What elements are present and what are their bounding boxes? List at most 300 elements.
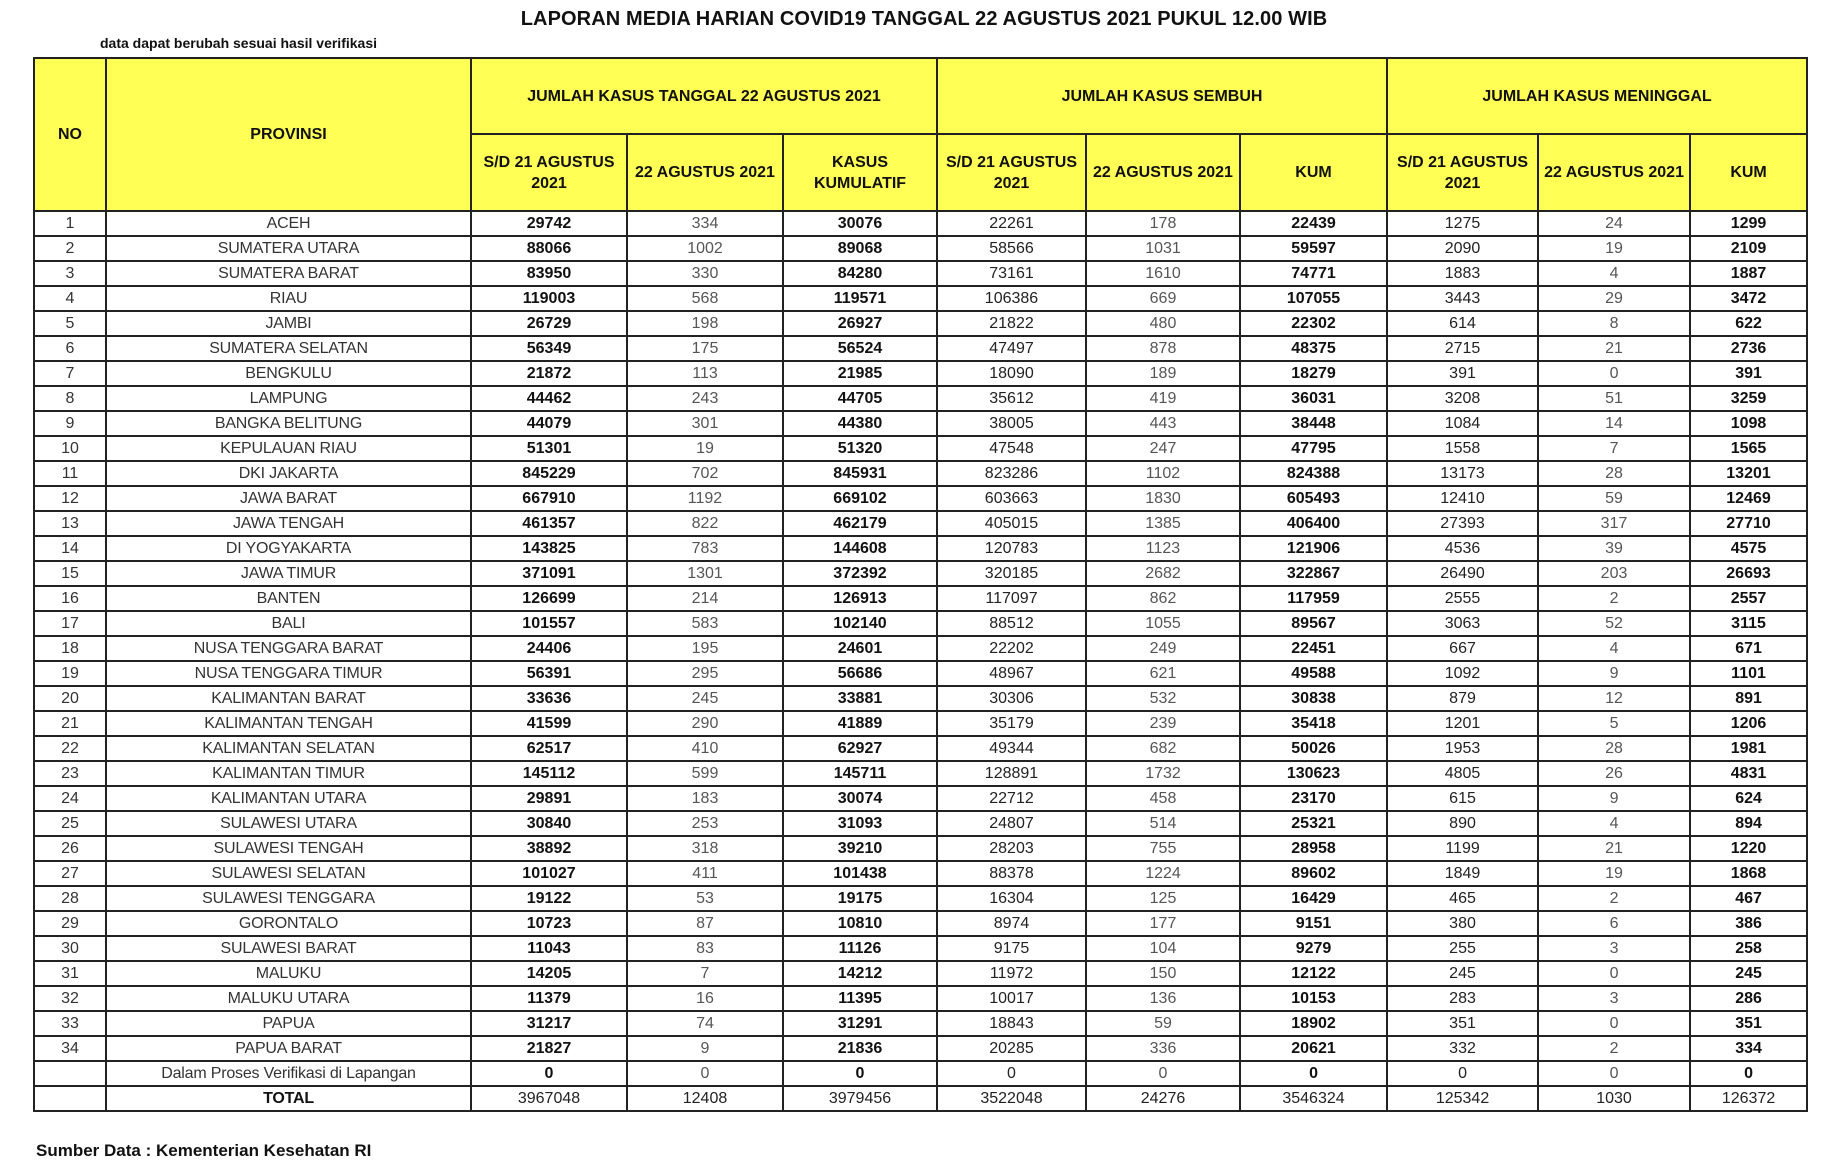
cell-value: 18843 [937, 1011, 1086, 1036]
cell-value: 3 [1538, 936, 1690, 961]
cell-provinsi: JAWA TENGAH [106, 511, 471, 536]
cell-provinsi: MALUKU UTARA [106, 986, 471, 1011]
cell-provinsi: TOTAL [106, 1086, 471, 1111]
cell-no: 17 [34, 611, 106, 636]
cell-value: 21836 [783, 1036, 937, 1061]
cell-value: 38005 [937, 411, 1086, 436]
cell-value: 47497 [937, 336, 1086, 361]
cell-value: 22712 [937, 786, 1086, 811]
cell-value: 9 [1538, 661, 1690, 686]
table-row-total [34, 1086, 1807, 1111]
cell-value: 8974 [937, 911, 1086, 936]
cell-value: 3443 [1387, 286, 1538, 311]
cell-value: 1301 [627, 561, 783, 586]
cell-value: 74 [627, 1011, 783, 1036]
cell-value: 18279 [1240, 361, 1387, 386]
cell-no: 26 [34, 836, 106, 861]
cell-value: 4575 [1690, 536, 1807, 561]
cell-value: 19 [1538, 861, 1690, 886]
cell-value: 1201 [1387, 711, 1538, 736]
cell-value: 28 [1538, 461, 1690, 486]
cell-value: 4536 [1387, 536, 1538, 561]
cell-value: 30306 [937, 686, 1086, 711]
cell-provinsi: KALIMANTAN SELATAN [106, 736, 471, 761]
cell-value: 120783 [937, 536, 1086, 561]
cell-value: 29742 [471, 211, 627, 236]
cell-value: 44462 [471, 386, 627, 411]
cell-value: 351 [1387, 1011, 1538, 1036]
cell-value: 12408 [627, 1086, 783, 1111]
cell-no: 20 [34, 686, 106, 711]
cell-value: 107055 [1240, 286, 1387, 311]
cell-value: 214 [627, 586, 783, 611]
cell-value: 330 [627, 261, 783, 286]
cell-value: 0 [1538, 961, 1690, 986]
cell-provinsi: SULAWESI TENGGARA [106, 886, 471, 911]
cell-no: 28 [34, 886, 106, 911]
table-row [34, 486, 1807, 511]
table-row [34, 1061, 1807, 1086]
cell-value: 89567 [1240, 611, 1387, 636]
cell-value: 21 [1538, 336, 1690, 361]
table-row [34, 436, 1807, 461]
cell-value: 59 [1538, 486, 1690, 511]
header-meninggal-kum: KUM [1690, 134, 1807, 211]
table-row [34, 386, 1807, 411]
table-header [34, 58, 1807, 211]
cell-provinsi: SULAWESI BARAT [106, 936, 471, 961]
cell-value: 51320 [783, 436, 937, 461]
cell-value: 24406 [471, 636, 627, 661]
header-group-meninggal: JUMLAH KASUS MENINGGAL [1387, 58, 1807, 134]
cell-value: 1199 [1387, 836, 1538, 861]
cell-no: 27 [34, 861, 106, 886]
cell-value: 41889 [783, 711, 937, 736]
cell-value: 16429 [1240, 886, 1387, 911]
header-provinsi: PROVINSI [106, 58, 471, 211]
cell-value: 624 [1690, 786, 1807, 811]
header-kasus-22: 22 AGUSTUS 2021 [627, 134, 783, 211]
cell-value: 101557 [471, 611, 627, 636]
cell-value: 31217 [471, 1011, 627, 1036]
table-row [34, 361, 1807, 386]
table-row [34, 1036, 1807, 1061]
cell-value: 136 [1086, 986, 1240, 1011]
cell-value: 21822 [937, 311, 1086, 336]
cell-value: 2109 [1690, 236, 1807, 261]
cell-value: 253 [627, 811, 783, 836]
cell-value: 125 [1086, 886, 1240, 911]
cell-value: 532 [1086, 686, 1240, 711]
cell-value: 3522048 [937, 1086, 1086, 1111]
cell-value: 58566 [937, 236, 1086, 261]
cell-value: 245 [1690, 961, 1807, 986]
cell-provinsi: ACEH [106, 211, 471, 236]
cell-value: 38448 [1240, 411, 1387, 436]
table-row [34, 636, 1807, 661]
cell-value: 35179 [937, 711, 1086, 736]
cell-value: 104 [1086, 936, 1240, 961]
cell-value: 682 [1086, 736, 1240, 761]
table-row [34, 211, 1807, 236]
cell-value: 22439 [1240, 211, 1387, 236]
cell-value: 1224 [1086, 861, 1240, 886]
cell-value: 41599 [471, 711, 627, 736]
cell-value: 47548 [937, 436, 1086, 461]
cell-value: 890 [1387, 811, 1538, 836]
cell-value: 0 [471, 1061, 627, 1086]
cell-value: 391 [1690, 361, 1807, 386]
table-row [34, 761, 1807, 786]
header-kasus-sd21: S/D 21 AGUSTUS 2021 [471, 134, 627, 211]
cell-value: 410 [627, 736, 783, 761]
cell-value: 113 [627, 361, 783, 386]
cell-value: 145711 [783, 761, 937, 786]
cell-value: 52 [1538, 611, 1690, 636]
cell-value: 4 [1538, 261, 1690, 286]
cell-value: 11395 [783, 986, 937, 1011]
cell-value: 11043 [471, 936, 627, 961]
cell-no: 9 [34, 411, 106, 436]
cell-value: 83950 [471, 261, 627, 286]
cell-value: 1084 [1387, 411, 1538, 436]
table-row [34, 511, 1807, 536]
cell-value: 10810 [783, 911, 937, 936]
cell-value: 1002 [627, 236, 783, 261]
cell-value: 667910 [471, 486, 627, 511]
cell-value: 56524 [783, 336, 937, 361]
table-row [34, 686, 1807, 711]
cell-value: 1102 [1086, 461, 1240, 486]
cell-value: 13201 [1690, 461, 1807, 486]
cell-value: 27393 [1387, 511, 1538, 536]
table-row [34, 986, 1807, 1011]
cell-value: 845229 [471, 461, 627, 486]
cell-value: 245 [1387, 961, 1538, 986]
cell-value: 29891 [471, 786, 627, 811]
cell-value: 83 [627, 936, 783, 961]
cell-value: 334 [627, 211, 783, 236]
cell-value: 121906 [1240, 536, 1387, 561]
cell-value: 102140 [783, 611, 937, 636]
cell-value: 1830 [1086, 486, 1240, 511]
cell-value: 126372 [1690, 1086, 1807, 1111]
cell-value: 0 [1538, 1011, 1690, 1036]
cell-value: 2090 [1387, 236, 1538, 261]
cell-value: 53 [627, 886, 783, 911]
cell-value: 0 [1538, 361, 1690, 386]
cell-value: 50026 [1240, 736, 1387, 761]
cell-no: 16 [34, 586, 106, 611]
cell-value: 49344 [937, 736, 1086, 761]
cell-value: 10017 [937, 986, 1086, 1011]
cell-value: 26927 [783, 311, 937, 336]
cell-no: 22 [34, 736, 106, 761]
cell-value: 8 [1538, 311, 1690, 336]
cell-value: 44380 [783, 411, 937, 436]
cell-value: 1220 [1690, 836, 1807, 861]
cell-value: 669 [1086, 286, 1240, 311]
table-row [34, 536, 1807, 561]
cell-value: 27710 [1690, 511, 1807, 536]
cell-value: 334 [1690, 1036, 1807, 1061]
cell-no: 32 [34, 986, 106, 1011]
table-row [34, 936, 1807, 961]
header-kasus-kumulatif: KASUS KUMULATIF [783, 134, 937, 211]
cell-value: 22302 [1240, 311, 1387, 336]
cell-value: 14205 [471, 961, 627, 986]
cell-value: 1849 [1387, 861, 1538, 886]
cell-value: 19 [627, 436, 783, 461]
cell-value: 4 [1538, 636, 1690, 661]
cell-no: 15 [34, 561, 106, 586]
cell-value: 239 [1086, 711, 1240, 736]
cell-value: 56686 [783, 661, 937, 686]
cell-value: 245 [627, 686, 783, 711]
cell-value: 26693 [1690, 561, 1807, 586]
cell-value: 671 [1690, 636, 1807, 661]
cell-value: 12 [1538, 686, 1690, 711]
cell-value: 28203 [937, 836, 1086, 861]
cell-value: 128891 [937, 761, 1086, 786]
cell-no: 13 [34, 511, 106, 536]
cell-value: 49588 [1240, 661, 1387, 686]
cell-value: 1101 [1690, 661, 1807, 686]
cell-value: 621 [1086, 661, 1240, 686]
cell-value: 465 [1387, 886, 1538, 911]
cell-no [34, 1061, 106, 1086]
cell-provinsi: KALIMANTAN BARAT [106, 686, 471, 711]
cell-value: 878 [1086, 336, 1240, 361]
cell-value: 1953 [1387, 736, 1538, 761]
cell-value: 106386 [937, 286, 1086, 311]
cell-value: 667 [1387, 636, 1538, 661]
table-row [34, 286, 1807, 311]
cell-value: 143825 [471, 536, 627, 561]
cell-value: 3259 [1690, 386, 1807, 411]
cell-value: 702 [627, 461, 783, 486]
cell-value: 247 [1086, 436, 1240, 461]
cell-value: 30076 [783, 211, 937, 236]
cell-no: 7 [34, 361, 106, 386]
cell-value: 0 [783, 1061, 937, 1086]
cell-value: 51301 [471, 436, 627, 461]
cell-value: 2 [1538, 586, 1690, 611]
cell-provinsi: JAMBI [106, 311, 471, 336]
cell-value: 14212 [783, 961, 937, 986]
table-row [34, 236, 1807, 261]
cell-value: 286 [1690, 986, 1807, 1011]
cell-value: 22451 [1240, 636, 1387, 661]
cell-value: 443 [1086, 411, 1240, 436]
cell-value: 18090 [937, 361, 1086, 386]
cell-value: 1565 [1690, 436, 1807, 461]
cell-value: 195 [627, 636, 783, 661]
cell-value: 1206 [1690, 711, 1807, 736]
cell-value: 6 [1538, 911, 1690, 936]
cell-no: 34 [34, 1036, 106, 1061]
cell-value: 33636 [471, 686, 627, 711]
cell-value: 2715 [1387, 336, 1538, 361]
cell-value: 88066 [471, 236, 627, 261]
cell-value: 380 [1387, 911, 1538, 936]
cell-provinsi: SUMATERA BARAT [106, 261, 471, 286]
cell-value: 126913 [783, 586, 937, 611]
cell-value: 406400 [1240, 511, 1387, 536]
cell-value: 0 [1690, 1061, 1807, 1086]
cell-no: 30 [34, 936, 106, 961]
cell-value: 411 [627, 861, 783, 886]
cell-value: 44079 [471, 411, 627, 436]
cell-provinsi: KALIMANTAN UTARA [106, 786, 471, 811]
cell-value: 33881 [783, 686, 937, 711]
cell-value: 19122 [471, 886, 627, 911]
cell-value: 28958 [1240, 836, 1387, 861]
cell-value: 24276 [1086, 1086, 1240, 1111]
cell-value: 9 [627, 1036, 783, 1061]
cell-provinsi: BALI [106, 611, 471, 636]
cell-value: 19175 [783, 886, 937, 911]
cell-value: 119571 [783, 286, 937, 311]
cell-value: 22202 [937, 636, 1086, 661]
table-row [34, 311, 1807, 336]
table-row [34, 886, 1807, 911]
cell-value: 36031 [1240, 386, 1387, 411]
cell-value: 51 [1538, 386, 1690, 411]
cell-value: 101027 [471, 861, 627, 886]
table-row [34, 961, 1807, 986]
cell-value: 119003 [471, 286, 627, 311]
table-row [34, 561, 1807, 586]
cell-value: 480 [1086, 311, 1240, 336]
cell-value: 614 [1387, 311, 1538, 336]
cell-value: 1030 [1538, 1086, 1690, 1111]
cell-value: 84280 [783, 261, 937, 286]
cell-value: 31093 [783, 811, 937, 836]
table-row [34, 661, 1807, 686]
cell-value: 1123 [1086, 536, 1240, 561]
cell-provinsi: DKI JAKARTA [106, 461, 471, 486]
cell-no: 12 [34, 486, 106, 511]
header-sembuh-22: 22 AGUSTUS 2021 [1086, 134, 1240, 211]
cell-provinsi: LAMPUNG [106, 386, 471, 411]
table-row [34, 611, 1807, 636]
cell-value: 0 [1086, 1061, 1240, 1086]
cell-provinsi: NUSA TENGGARA BARAT [106, 636, 471, 661]
cell-provinsi: KALIMANTAN TIMUR [106, 761, 471, 786]
cell-value: 88512 [937, 611, 1086, 636]
header-meninggal-sd21: S/D 21 AGUSTUS 2021 [1387, 134, 1538, 211]
table-body [34, 211, 1807, 1111]
cell-value: 568 [627, 286, 783, 311]
cell-value: 1031 [1086, 236, 1240, 261]
cell-value: 56349 [471, 336, 627, 361]
cell-value: 73161 [937, 261, 1086, 286]
cell-value: 0 [1240, 1061, 1387, 1086]
cell-value: 605493 [1240, 486, 1387, 511]
cell-value: 290 [627, 711, 783, 736]
cell-value: 126699 [471, 586, 627, 611]
header-meninggal-22: 22 AGUSTUS 2021 [1538, 134, 1690, 211]
cell-no: 8 [34, 386, 106, 411]
cell-value: 351 [1690, 1011, 1807, 1036]
cell-value: 177 [1086, 911, 1240, 936]
cell-provinsi: SUMATERA SELATAN [106, 336, 471, 361]
cell-value: 198 [627, 311, 783, 336]
cell-value: 2682 [1086, 561, 1240, 586]
cell-value: 4 [1538, 811, 1690, 836]
cell-value: 189 [1086, 361, 1240, 386]
cell-value: 12122 [1240, 961, 1387, 986]
cell-value: 203 [1538, 561, 1690, 586]
cell-provinsi: KALIMANTAN TENGAH [106, 711, 471, 736]
cell-value: 117097 [937, 586, 1086, 611]
cell-value: 19 [1538, 236, 1690, 261]
cell-value: 894 [1690, 811, 1807, 836]
table-row [34, 711, 1807, 736]
cell-value: 603663 [937, 486, 1086, 511]
cell-value: 1887 [1690, 261, 1807, 286]
cell-value: 1883 [1387, 261, 1538, 286]
cell-value: 1558 [1387, 436, 1538, 461]
cell-value: 117959 [1240, 586, 1387, 611]
cell-value: 1092 [1387, 661, 1538, 686]
cell-value: 317 [1538, 511, 1690, 536]
cell-value: 467 [1690, 886, 1807, 911]
cell-value: 3546324 [1240, 1086, 1387, 1111]
header-sembuh-sd21: S/D 21 AGUSTUS 2021 [937, 134, 1086, 211]
cell-value: 10153 [1240, 986, 1387, 1011]
cell-value: 879 [1387, 686, 1538, 711]
cell-value: 824388 [1240, 461, 1387, 486]
cell-value: 9279 [1240, 936, 1387, 961]
cell-value: 47795 [1240, 436, 1387, 461]
cell-value: 1299 [1690, 211, 1807, 236]
cell-value: 22261 [937, 211, 1086, 236]
cell-value: 59 [1086, 1011, 1240, 1036]
cell-value: 125342 [1387, 1086, 1538, 1111]
cell-value: 24 [1538, 211, 1690, 236]
cell-value: 458 [1086, 786, 1240, 811]
cell-value: 669102 [783, 486, 937, 511]
cell-value: 318 [627, 836, 783, 861]
cell-value: 16304 [937, 886, 1086, 911]
cell-value: 20621 [1240, 1036, 1387, 1061]
cell-value: 1385 [1086, 511, 1240, 536]
table-row [34, 461, 1807, 486]
cell-value: 5 [1538, 711, 1690, 736]
cell-value: 21827 [471, 1036, 627, 1061]
cell-value: 320185 [937, 561, 1086, 586]
table-row [34, 411, 1807, 436]
cell-provinsi: NUSA TENGGARA TIMUR [106, 661, 471, 686]
cell-value: 35612 [937, 386, 1086, 411]
table-row [34, 336, 1807, 361]
cell-value: 283 [1387, 986, 1538, 1011]
header-no: NO [34, 58, 106, 211]
cell-value: 21985 [783, 361, 937, 386]
cell-value: 9151 [1240, 911, 1387, 936]
cell-no: 31 [34, 961, 106, 986]
cell-value: 258 [1690, 936, 1807, 961]
cell-value: 0 [627, 1061, 783, 1086]
cell-no: 29 [34, 911, 106, 936]
cell-no: 1 [34, 211, 106, 236]
cell-value: 891 [1690, 686, 1807, 711]
cell-no: 11 [34, 461, 106, 486]
table-row [34, 1011, 1807, 1036]
cell-value: 1192 [627, 486, 783, 511]
